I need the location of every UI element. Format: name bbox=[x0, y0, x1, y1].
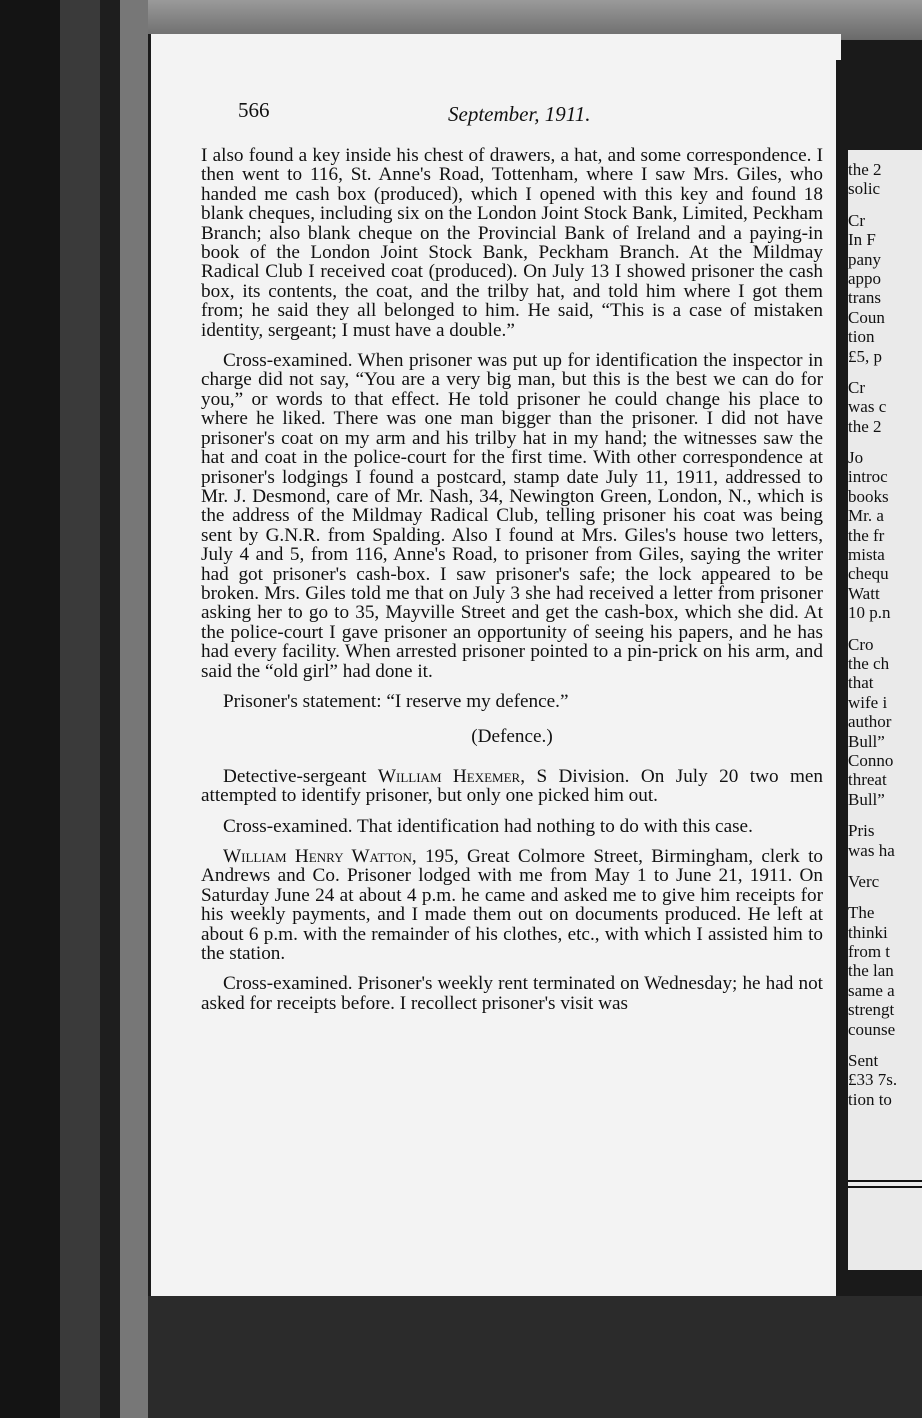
paragraph-cross-examined-3: Cross-examined. Prisoner's weekly rent terminated on Wednesday; he had not asked for receipts before. I recollect prisoner's visit was bbox=[201, 973, 823, 1014]
facing-line: trans bbox=[848, 288, 882, 308]
facing-line: the fr bbox=[848, 525, 885, 545]
facing-gap bbox=[848, 623, 922, 635]
defence-heading: (Defence.) bbox=[471, 726, 553, 748]
facing-line: the 2 bbox=[848, 416, 882, 436]
facing-line: Jo bbox=[848, 448, 864, 468]
paragraph-cross-examined: Cross-examined. When prisoner was put up for identification the inspector in charge did not say, “You are a very big man, but this is the best we can do for you,” or words to that effect. He told prisoner he could change his place to where he liked. There was one man bigger than the prisoner. I did not have prisoner's coat on my arm and his trilby hat in my hand; the witnesses saw the hat and coat in the police-court for the first time. With other correspondence at prisoner's lodgings I found a postcard, stamp date July 11, 1911, addressed to Mr. J. Desmond, care of Mr. Nash, 34, Newington Green, London, N., which is the address of the Mildmay Radical Club, telling prisoner his coat was being sent by G.N.R. from Spalding. Also I found at Mrs. Giles's house two letters, July 4 and 5, from 116, Anne's Road, to prisoner from Giles, saying the writer had got prisoner's cash-box. I saw prisoner's safe; the lock appeared to be broken. Mrs. Giles told me that on July 3 she had received a letter from prisoner asking her to go to 35, Mayville Street and get the cash-box, which she did. At the police-court I gave prisoner an opportunity of seeing his papers, and he has had every facility. When arrested prisoner pointed to a pin-prick on his arm, and said the “old girl” had done it. bbox=[201, 350, 823, 682]
text-rest: , S Division. On July 20 two men attempted to identify prisoner, but only one picked him out. bbox=[201, 765, 823, 807]
facing-line: £33 7s. bbox=[848, 1070, 898, 1090]
facing-line: Verc bbox=[848, 871, 880, 891]
facing-line: was ha bbox=[848, 840, 895, 860]
facing-line: Coun bbox=[848, 307, 885, 327]
facing-page-text bbox=[848, 160, 922, 1109]
facing-line: the ch bbox=[848, 653, 890, 673]
facing-line: Conno bbox=[848, 750, 894, 770]
facing-line: Cr bbox=[848, 377, 865, 397]
facing-line: appo bbox=[848, 268, 882, 288]
paragraph-cross-examined-2: Cross-examined. That identification had nothing to do with this case. bbox=[223, 815, 753, 837]
facing-line: thinki bbox=[848, 922, 888, 942]
facing-line: Bull” bbox=[848, 789, 885, 809]
text-rest: , 195, Great Colmore Street, Birmingham, clerk to Andrews and Co. Prisoner lodged with me from May 1 to June 21, 1911. On Saturday June 24 at about 4 p.m. he came and asked me to give him receipts for his weekly payments, and I made them out on documents produced. He left at about 6 p.m. with the remainder of his clothes, etc., with which I assisted him to the station. bbox=[201, 846, 823, 965]
facing-line: Mr. a bbox=[848, 506, 884, 526]
facing-gap bbox=[848, 1039, 922, 1051]
paragraph-hexemer bbox=[201, 767, 823, 806]
facing-line: tion to bbox=[848, 1089, 892, 1109]
facing-line: that bbox=[848, 673, 874, 693]
facing-line: Cro bbox=[848, 634, 874, 654]
facing-line: Bull” bbox=[848, 731, 885, 751]
facing-gap bbox=[848, 891, 922, 903]
scan-bottom-edge bbox=[148, 1296, 922, 1418]
facing-gap bbox=[848, 809, 922, 821]
facing-gap bbox=[848, 860, 922, 872]
facing-line: 10 p.n bbox=[848, 603, 891, 623]
paragraph-watton bbox=[201, 847, 823, 963]
book-binding bbox=[0, 0, 148, 1418]
facing-gap bbox=[848, 366, 922, 378]
facing-line: threat bbox=[848, 770, 887, 790]
facing-line: from t bbox=[848, 942, 891, 962]
facing-gap bbox=[848, 436, 922, 448]
facing-line: £5, p bbox=[848, 346, 882, 366]
facing-line: the lan bbox=[848, 961, 894, 981]
section-rule bbox=[848, 1180, 922, 1182]
section-rule bbox=[848, 1186, 922, 1188]
facing-line: The bbox=[848, 903, 875, 923]
facing-line: chequ bbox=[848, 564, 889, 584]
paragraph-evidence: I also found a key inside his chest of drawers, a hat, and some correspondence. I then went to 116, St. Anne's Road, Tottenham, where I saw Mrs. Giles, who handed me cash box (produced), which I opened with this key and found 18 blank cheques, including six on the London Joint Stock Bank, Limited, Peckham Branch; also blank cheque on the Provincial Bank of Ireland and a paying-in book of the London Joint Stock Bank, Peckham Branch. At the Mildmay Radical Club I received coat (produced). On July 13 I showed prisoner the cash box, its contents, the coat, and the trilby hat, and told him where I got them from; he said they all belonged to him. He said, “This is a case of mistaken identity, sergeant; I must have a double.” bbox=[201, 145, 823, 341]
facing-line: pany bbox=[848, 249, 882, 269]
facing-line: solic bbox=[848, 179, 881, 199]
facing-page bbox=[848, 150, 922, 1270]
facing-line: mista bbox=[848, 545, 885, 565]
main-text bbox=[201, 146, 823, 1024]
facing-line: In F bbox=[848, 230, 876, 250]
facing-line: counse bbox=[848, 1019, 896, 1039]
facing-gap bbox=[848, 199, 922, 211]
facing-line: was c bbox=[848, 397, 887, 417]
paragraph-prisoner-statement: Prisoner's statement: “I reserve my defence.” bbox=[223, 690, 569, 712]
facing-line: the 2 bbox=[848, 160, 882, 179]
facing-line: Cr bbox=[848, 210, 865, 230]
running-title: September, 1911. bbox=[448, 102, 591, 126]
facing-line: Sent bbox=[848, 1051, 879, 1071]
facing-line: Pris bbox=[848, 821, 875, 841]
facing-line: wife i bbox=[848, 692, 888, 712]
page-number: 566 bbox=[238, 98, 270, 122]
facing-line: tion bbox=[848, 327, 875, 347]
facing-line: same a bbox=[848, 980, 895, 1000]
page-header bbox=[232, 98, 822, 132]
facing-line: strengt bbox=[848, 1000, 895, 1020]
witness-name-hexemer: William Hexemer bbox=[377, 765, 521, 787]
facing-line: Watt bbox=[848, 583, 880, 603]
facing-line: books bbox=[848, 486, 889, 506]
witness-name-watton: William Henry Watton bbox=[223, 846, 412, 867]
text-prefix: Detective-sergeant bbox=[223, 765, 378, 787]
facing-line: introc bbox=[848, 467, 888, 487]
facing-line: author bbox=[848, 712, 892, 732]
